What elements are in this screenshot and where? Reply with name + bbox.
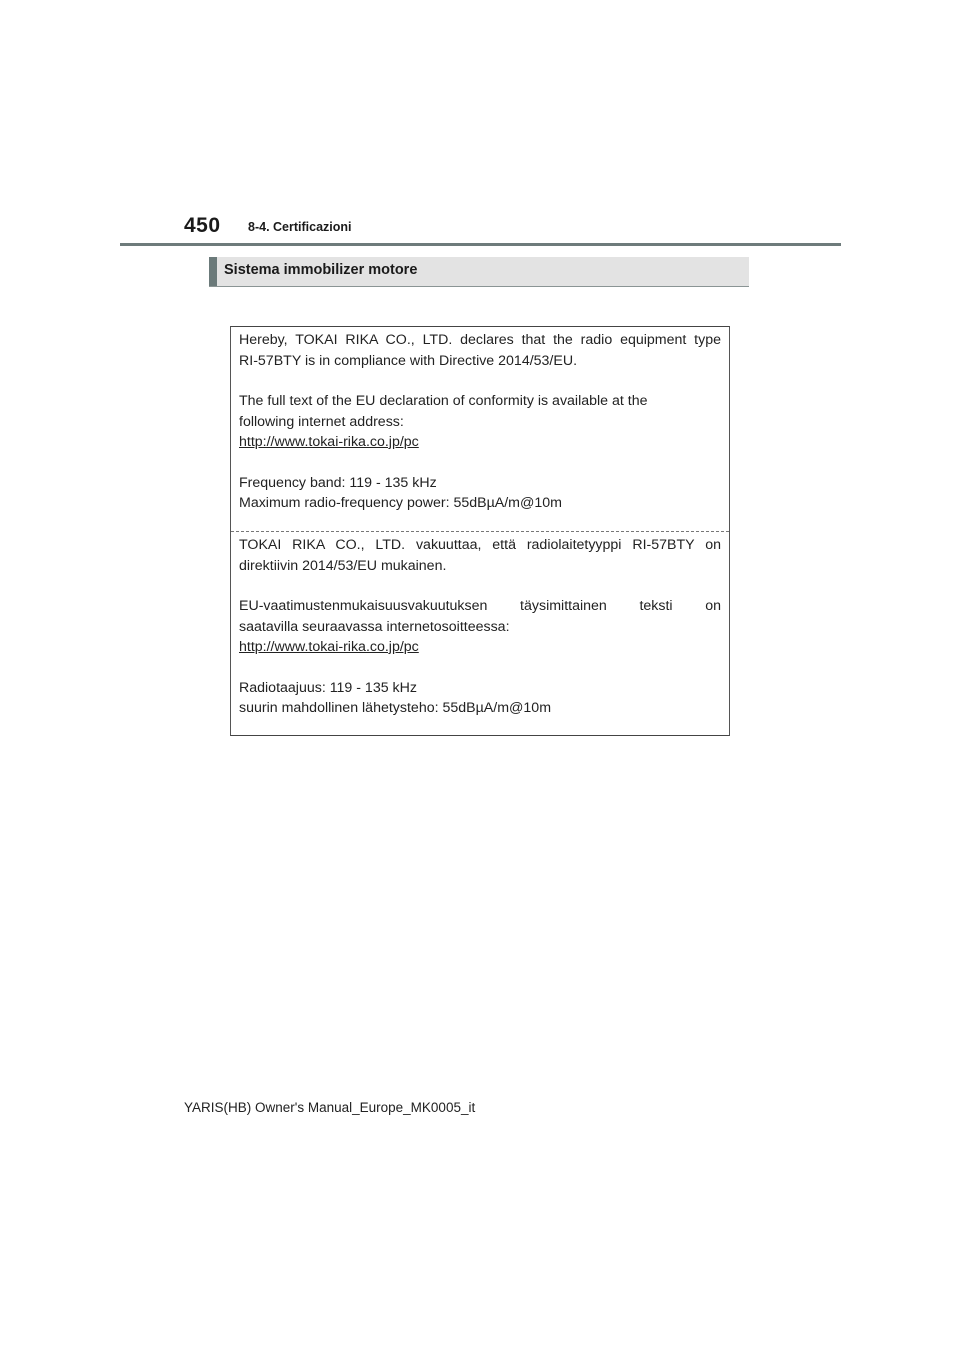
chapter-title: 8-4. Certificazioni	[248, 220, 352, 234]
page-number: 450	[184, 214, 221, 237]
declaration-divider	[231, 531, 729, 532]
finnish-line-3: EU-vaatimustenmukaisuusvakuutuksen täysimittainen teksti on	[239, 598, 721, 614]
header-rule	[120, 243, 841, 246]
section-title-bar	[209, 257, 749, 287]
section-accent	[209, 257, 217, 286]
english-power: Maximum radio-frequency power: 55dBµA/m@10m	[239, 495, 563, 511]
english-frequency: Frequency band: 119 - 135 kHz	[239, 474, 437, 491]
declaration-english	[239, 330, 721, 514]
english-url-link[interactable]: http://www.tokai-rika.co.jp/pc	[239, 434, 419, 450]
declaration-box	[230, 326, 730, 736]
english-line-4: following internet address:	[239, 413, 404, 430]
declaration-finnish	[239, 535, 721, 719]
finnish-line-4: saatavilla seuraavassa internetosoitteessa:	[239, 618, 510, 635]
section-title: Sistema immobilizer motore	[224, 262, 418, 278]
footer-manual-id: YARIS(HB) Owner's Manual_Europe_MK0005_it	[184, 1100, 476, 1115]
finnish-power: suurin mahdollinen lähetysteho: 55dBµA/m@10m	[239, 700, 552, 716]
english-line-1: Hereby, TOKAI RIKA CO., LTD. declares that the radio equipment type	[239, 332, 721, 348]
finnish-line-1: TOKAI RIKA CO., LTD. vakuuttaa, että radiolaitetyyppi RI-57BTY on	[239, 537, 721, 553]
english-line-2: RI-57BTY is in compliance with Directive 2014/53/EU.	[239, 352, 578, 369]
finnish-line-2: direktiivin 2014/53/EU mukainen.	[239, 557, 447, 574]
finnish-frequency: Radiotaajuus: 119 - 135 kHz	[239, 679, 417, 696]
finnish-url-link[interactable]: http://www.tokai-rika.co.jp/pc	[239, 639, 419, 655]
english-line-3: The full text of the EU declaration of conformity is available at the	[239, 393, 648, 409]
